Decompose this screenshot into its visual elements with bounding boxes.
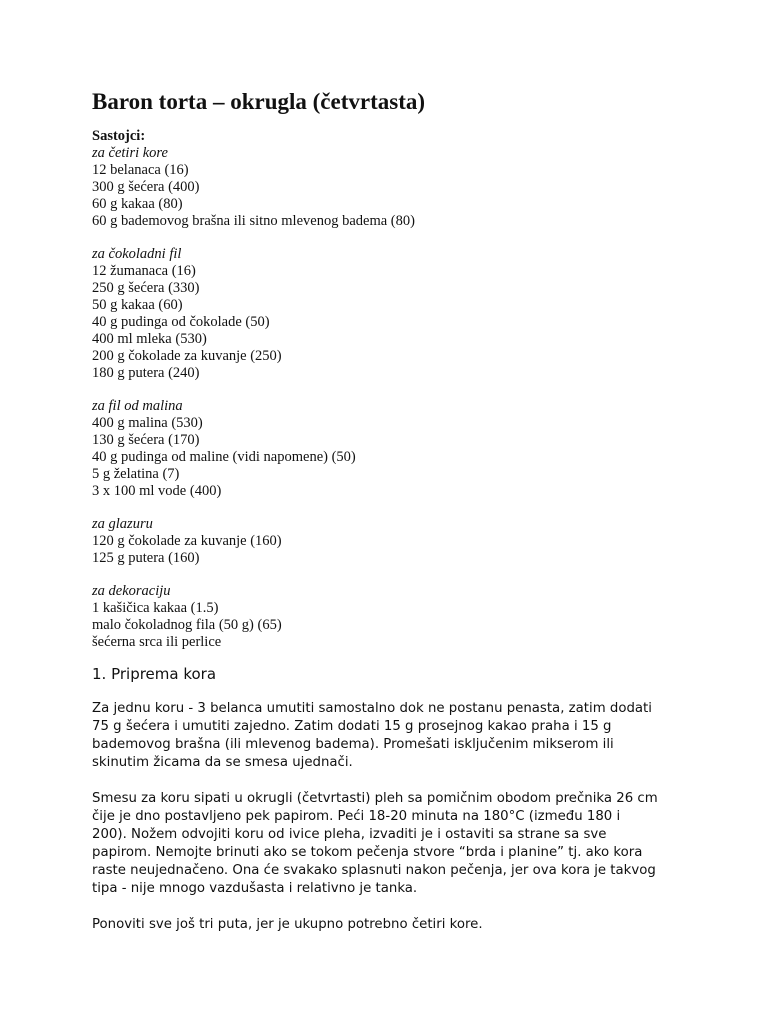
ingredient-item: 3 x 100 ml vode (400) [92, 483, 222, 499]
ingredient-item: 5 g želatina (7) [92, 466, 180, 482]
ingredient-item: 400 g malina (530) [92, 415, 203, 431]
paragraph [92, 790, 692, 898]
ingredients-heading: Sastojci: [92, 128, 146, 144]
ingredient-item: 200 g čokolade za kuvanje (250) [92, 348, 282, 364]
paragraph-line: skinutim žicama da se smesa ujednači. [92, 755, 353, 770]
paragraph-line: raste neujednačeno. Ona će svakako splasnuti nakon pečenja, jer ova kora je takvog [92, 863, 656, 878]
ingredient-group [92, 516, 712, 567]
ingredient-group-title: za fil od malina [92, 398, 183, 414]
ingredients-section [92, 128, 712, 667]
section-title: 1. Priprema kora [92, 665, 217, 683]
ingredient-item: 120 g čokolade za kuvanje (160) [92, 533, 282, 549]
ingredient-group [92, 583, 712, 651]
ingredient-item: 250 g šećera (330) [92, 280, 200, 296]
ingredient-item: 60 g kakaa (80) [92, 196, 183, 212]
ingredient-group-title: za čokoladni fil [92, 246, 182, 262]
ingredient-group-title: za četiri kore [92, 145, 168, 161]
paragraph [92, 916, 692, 934]
ingredient-item: 12 žumanaca (16) [92, 263, 196, 279]
ingredient-group-title: za glazuru [92, 516, 153, 532]
paragraph [92, 700, 692, 772]
ingredient-item: 1 kašičica kakaa (1.5) [92, 600, 219, 616]
section-body [92, 700, 692, 952]
ingredient-item: malo čokoladnog fila (50 g) (65) [92, 617, 282, 633]
ingredient-item: 300 g šećera (400) [92, 179, 200, 195]
paragraph-line: čije je dno postavljeno pek papirom. Peći 18-20 minuta na 180°C (između 180 i [92, 809, 621, 824]
ingredient-item: 180 g putera (240) [92, 365, 200, 381]
paragraph-line: tipa - nije mnogo vazdušasta i relativno je tanka. [92, 881, 418, 896]
paragraph-line: Za jednu koru - 3 belanca umutiti samostalno dok ne postanu penasta, zatim dodati [92, 701, 652, 716]
ingredient-item: 400 ml mleka (530) [92, 331, 207, 347]
ingredient-group-title: za dekoraciju [92, 583, 171, 599]
ingredient-group [92, 145, 712, 230]
paragraph-line: 75 g šećera i umutiti zajedno. Zatim dodati 15 g prosejnog kakao praha i 15 g [92, 719, 612, 734]
paragraph-line: bademovog brašna (ili mlevenog badema). Promešati isključenim mikserom ili [92, 737, 614, 752]
ingredient-item: 40 g pudinga od čokolade (50) [92, 314, 270, 330]
ingredient-item: 40 g pudinga od maline (vidi napomene) (50) [92, 449, 356, 465]
ingredient-item: 125 g putera (160) [92, 550, 200, 566]
paragraph-line: Smesu za koru sipati u okrugli (četvrtasti) pleh sa pomičnim obodom prečnika 26 cm [92, 791, 658, 806]
ingredient-group [92, 246, 712, 382]
recipe-title: Baron torta – okrugla (četvrtasta) [92, 89, 426, 114]
ingredient-item: šećerna srca ili perlice [92, 634, 222, 650]
paragraph-line: 200). Nožem odvojiti koru od ivice pleha, izvaditi je i ostaviti sa strane sa sve [92, 827, 607, 842]
paragraph-line: papirom. Nemojte brinuti ako se tokom pečenja stvore “brda i planine” tj. ako kora [92, 845, 643, 860]
ingredient-item: 60 g bademovog brašna ili sitno mlevenog badema (80) [92, 213, 415, 229]
paragraph-line: Ponoviti sve još tri puta, jer je ukupno potrebno četiri kore. [92, 917, 483, 932]
ingredient-group [92, 398, 712, 500]
ingredient-groups [92, 145, 712, 651]
ingredient-item: 12 belanaca (16) [92, 162, 189, 178]
ingredient-item: 130 g šećera (170) [92, 432, 200, 448]
ingredient-item: 50 g kakaa (60) [92, 297, 183, 313]
